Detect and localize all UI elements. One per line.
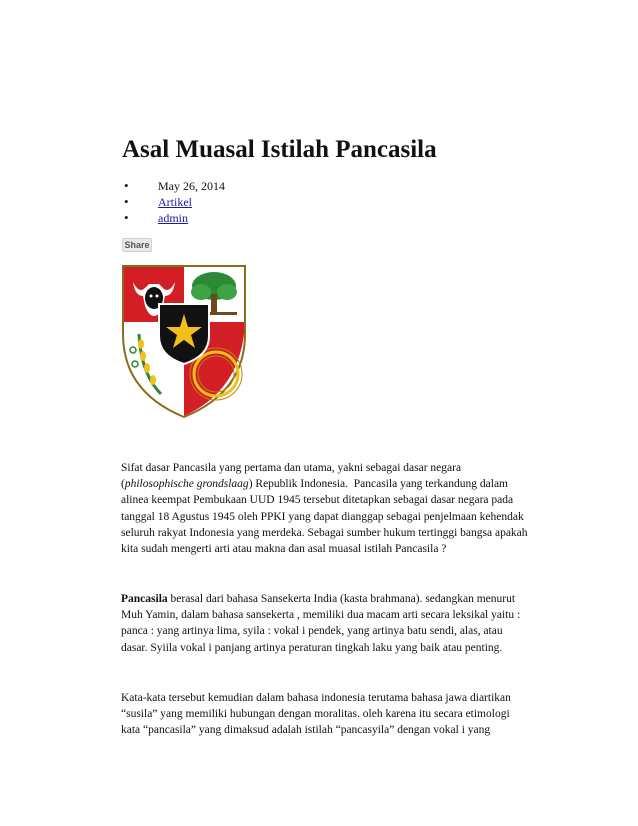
article-title: Asal Muasal Istilah Pancasila bbox=[122, 136, 437, 163]
p1-line: Sifat dasar Pancasila yang pertama dan utama, yakni sebagai dasar negara bbox=[121, 462, 462, 474]
p1-line: (philosophische grondslaag) Republik Indonesia. Pancasila yang terkandung dalam bbox=[121, 478, 509, 491]
meta-date bbox=[124, 178, 225, 194]
article-meta bbox=[124, 178, 225, 226]
paragraph-1 bbox=[121, 460, 573, 557]
p3-line: Kata-kata tersebut kemudian dalam bahasa indonesia terutama bahasa jawa diartikan bbox=[121, 692, 511, 704]
paragraph-2 bbox=[121, 591, 573, 656]
author-link[interactable]: admin bbox=[158, 211, 188, 225]
p3-line: “susila” yang memiliki hubungan dengan moralitas. oleh karena itu secara etimologi bbox=[121, 708, 510, 721]
post-date: May 26, 2014 bbox=[158, 179, 225, 193]
p2-line-rest: berasal dari bahasa Sansekerta India (kasta brahmana). sedangkan menurut bbox=[167, 593, 516, 605]
p2-line bbox=[121, 591, 573, 607]
share-button[interactable]: Share bbox=[122, 238, 152, 252]
meta-author bbox=[124, 210, 225, 226]
p1-line: tanggal 18 Agustus 1945 oleh PPKI yang dapat dianggap sebagai penjelmaan kehendak bbox=[121, 510, 524, 523]
p1-line: alinea keempat Pembukaan UUD 1945 tersebut ditetapkan sebagai dasar negara pada bbox=[121, 494, 514, 507]
p2-line: panca : yang artinya lima, syila : vokal i pendek, yang artinya batu sendi, alas, atau bbox=[121, 625, 503, 638]
p3-line: kata “pancasila” yang dimaksud adalah istilah “pancasyila” dengan vokal i yang bbox=[121, 724, 491, 737]
meta-category bbox=[124, 194, 225, 210]
p2-line: dasar. Syiila vokal i panjang artinya peraturan tingkah laku yang baik atau penting. bbox=[121, 641, 503, 654]
p2-line: Muh Yamin, dalam bahasa sansekerta , memiliki dua macam arti secara leksikal yaitu : bbox=[121, 609, 521, 622]
category-link[interactable]: Artikel bbox=[158, 195, 192, 209]
pancasila-shield-image bbox=[121, 264, 247, 419]
paragraph-3 bbox=[121, 690, 573, 739]
italic-term: philosophische grondslaag bbox=[124, 478, 249, 491]
bold-term: Pancasila bbox=[121, 593, 168, 605]
p1-line: seluruh rakyat Indonesia yang merdeka. Sebagai sumber hukum tertinggi bangsa apakah bbox=[121, 526, 528, 539]
p1-line: kita sudah mengerti arti atau makna dan asal muasal istilah Pancasila ? bbox=[121, 543, 447, 556]
